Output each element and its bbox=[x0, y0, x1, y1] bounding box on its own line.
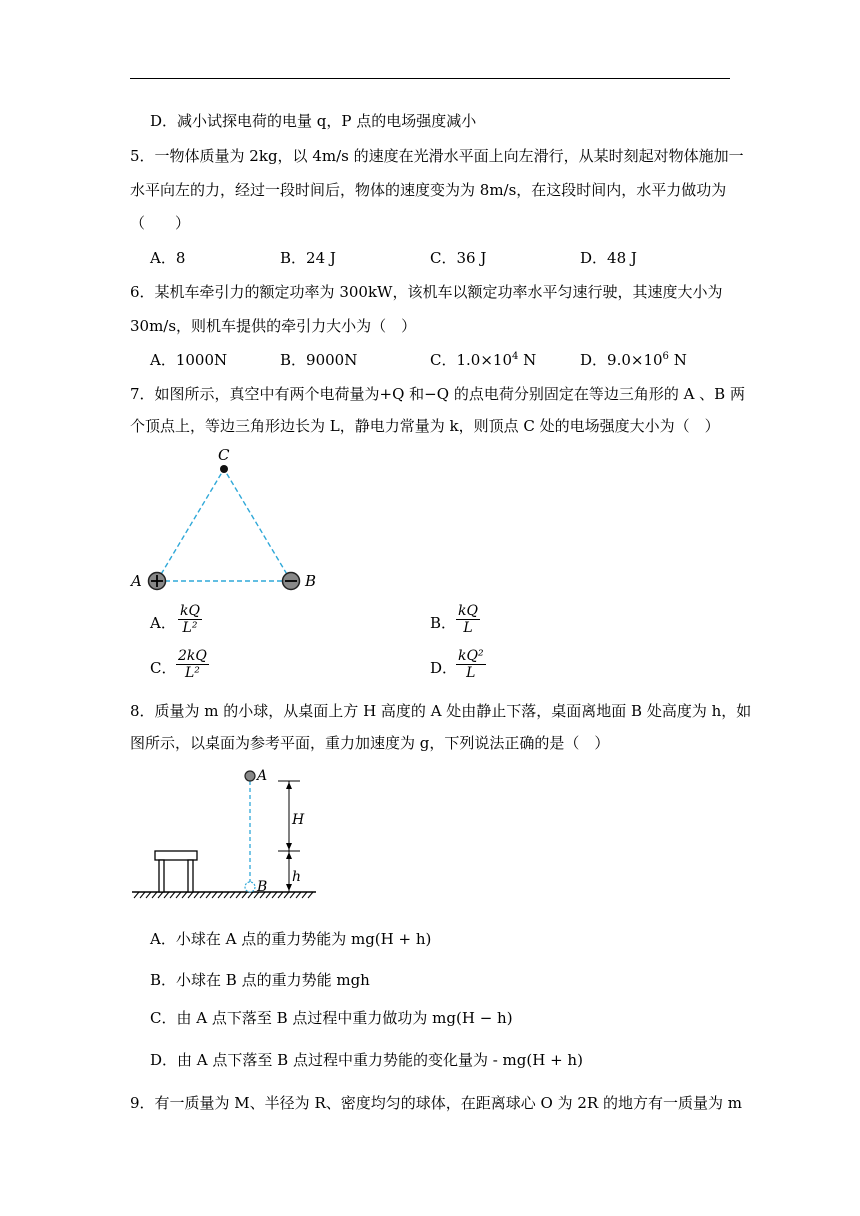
q9-line1: 9．有一质量为 M、半径为 R、密度均匀的球体，在距离球心 O 为 2R 的地方有一质量为 m bbox=[130, 1094, 742, 1112]
q4-option-d: D．减小试探电荷的电量 q，P 点的电场强度减小 bbox=[150, 112, 477, 130]
q8-option-d: D．由 A 点下落至 B 点过程中重力势能的变化量为 - mg(H + h) bbox=[150, 1051, 583, 1069]
q5-option-a: A．8 bbox=[150, 249, 186, 267]
q6-option-c: C．$1.0\times 10^4$ N bbox=[430, 351, 537, 369]
q6-line2: 30m/s，则机车提供的牵引力大小为（ ） bbox=[130, 317, 417, 335]
q6-option-a: A．1000N bbox=[150, 351, 228, 369]
ball-at-b-icon bbox=[245, 882, 255, 892]
q6-line1: 6．某机车牵引力的额定功率为 300kW，该机车以额定功率水平匀速行驶，其速度大小为 bbox=[130, 283, 723, 301]
q7-option-d-fraction: $\frac{\text{kQ²}}{L}$ bbox=[458, 648, 484, 681]
q8-line2: 图所示，以桌面为参考平面，重力加速度为 g，下列说法正确的是（ ） bbox=[130, 734, 610, 752]
q7-option-b-fraction: $\frac{kQ}{L}$ bbox=[458, 603, 478, 636]
q7-option-a-fraction: $\frac{kQ}{\text{L²}}$ bbox=[180, 603, 200, 636]
q6-option-d: D．$9.0\times 10^6$ N bbox=[580, 351, 687, 369]
q7-line1: 7．如图所示，真空中有两个电荷量为+Q 和−Q 的点电荷分别固定在等边三角形的 A 、B 两 bbox=[130, 385, 745, 403]
q7-option-b-prefix: B． bbox=[430, 614, 457, 632]
q7-option-d-prefix: D． bbox=[430, 659, 458, 677]
q6-option-b: B．9000N bbox=[280, 351, 358, 369]
q5-option-c: C．36 J bbox=[430, 249, 487, 267]
label-vertex-c: C bbox=[218, 446, 230, 464]
triangle-side-bc bbox=[224, 469, 291, 581]
q7-option-a-prefix: A． bbox=[150, 614, 176, 632]
label-height-small-h: h bbox=[292, 869, 302, 885]
arrow-h-bottom bbox=[286, 843, 292, 850]
q5-line2: 水平向左的力，经过一段时间后，物体的速度变为为 8m/s，在这段时间内，水平力做功为 bbox=[130, 181, 727, 199]
ground-hatching bbox=[134, 892, 313, 898]
q5-line1: 5．一物体质量为 2kg，以 4m/s 的速度在光滑水平面上向左滑行，从某时刻起对物体施加一 bbox=[130, 147, 744, 165]
triangle-side-ac bbox=[157, 469, 224, 581]
header-rule bbox=[130, 78, 730, 79]
negative-charge-icon bbox=[283, 573, 300, 590]
label-point-b: B bbox=[257, 879, 268, 895]
ball-at-a-icon bbox=[245, 771, 255, 781]
positive-charge-icon bbox=[149, 573, 166, 590]
q7-option-c-prefix: C． bbox=[150, 659, 177, 677]
arrow-h-top bbox=[286, 782, 292, 789]
q5-option-b: B．24 J bbox=[280, 249, 336, 267]
q8-option-a: A．小球在 A 点的重力势能为 mg(H + h) bbox=[150, 930, 432, 948]
q7-option-c-fraction: $\frac{2kQ}{\text{L²}}$ bbox=[178, 648, 207, 681]
arrow-lh-top bbox=[286, 852, 292, 859]
q5-option-d: D．48 J bbox=[580, 249, 637, 267]
vertex-c-dot bbox=[220, 465, 228, 473]
table-icon bbox=[155, 851, 197, 892]
q8-option-b: B．小球在 B 点的重力势能 mgh bbox=[150, 971, 370, 989]
q8-line1: 8．质量为 m 的小球，从桌面上方 H 高度的 A 处由静止下落，桌面离地面 B 处高度为 h，如 bbox=[130, 702, 752, 720]
q8-option-c: C．由 A 点下落至 B 点过程中重力做功为 mg(H − h) bbox=[150, 1009, 513, 1027]
label-vertex-b: B bbox=[305, 572, 317, 590]
q7-line2: 个顶点上，等边三角形边长为 L，静电力常量为 k，则顶点 C 处的电场强度大小为（ ） bbox=[130, 417, 720, 435]
q5-line3: （ ） bbox=[130, 214, 191, 232]
label-vertex-a: A bbox=[131, 572, 142, 590]
label-point-a: A bbox=[257, 768, 268, 784]
label-height-big-h: H bbox=[292, 812, 305, 828]
